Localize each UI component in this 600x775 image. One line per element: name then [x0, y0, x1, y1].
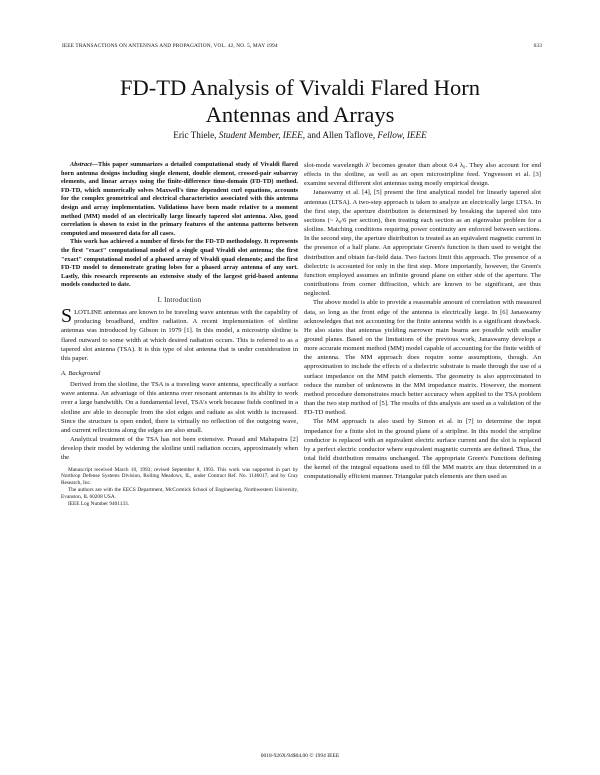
- page-number: 633: [533, 43, 542, 49]
- section-heading-introduction: I. Introduction: [157, 296, 202, 304]
- footnote-affiliation: The authors are with the EECS Department, McCormick School of Engineering, Northwestern University, Evanston, IL 60208 USA.: [61, 486, 298, 500]
- subsection-heading-background: A. Background: [61, 370, 101, 377]
- author-1-role: Student Member, IEEE,: [218, 130, 305, 140]
- footnotes: [61, 467, 298, 508]
- drop-cap: S: [61, 305, 73, 328]
- intro-paragraph-1: [61, 305, 298, 363]
- copyright-identifier: 0018-926X/94$04.00 © 1994 IEEE: [260, 753, 340, 759]
- abstract: [61, 161, 298, 290]
- intro-paragraph-1-text: LOTLINE antennas are known to be traveling wave antennas with the capability of producing broadband, endfire radiation. A recent implementation of slotline antennas was introduced by Gibson in 1979 [1]. In this model, a microstrip slotline is flared outward to some width at which desired radiation occurs. This is referred to as a tapered slot antenna (TSA). It is this type of slot antenna that is under consideration in this paper.: [61, 309, 298, 362]
- footnote-log-number: IEEE Log Number 9401133.: [68, 500, 129, 507]
- author-2: and Allen Taflove,: [307, 130, 376, 140]
- background-paragraph-1: Derived from the slotline, the TSA is a traveling wave antenna, specifically a surface wave antenna. An advantage of this antenna over resonant antennas is its ability to work over a large bandwidth. On a fundamental level, TSA's work because fields confined in a slotline are able to decouple from the slot edges and radiate as slot width is increased. Since the structure is open ended, there is virtually no reflection of the outgoing wave, and current reflections along the edges are also small.: [61, 381, 298, 434]
- right-paragraph-2: Janaswamy et al. [4], [5] present the first analytical model for linearly tapered slot antennas (LTSA). A two-step approach is taken to analyze an electrically large LTSA. In the first step, the aperture distribution is determined by breaking the tapered slot into sections (~ λ₀/6 per section), then treating each section as an eigenvalue problem for a slotline. Matching conditions requiring power continuity are enforced between sections. In the second step, the aperture distribution is treated as an equivalent magnetic current in the presence of a half plane. An appropriate Green's function is then used to weight the distribution and obtain far-field data. Two factors limit this approach. The presence of a dielectric is accounted for only in the first step. More importantly, however, the Green's function employed assumes an infinite ground plane on either side of the aperture. The contributions from corner diffraction, which are known to be significant, are thus neglected.: [304, 189, 541, 298]
- title-line-1: FD-TD Analysis of Vivaldi Flared Horn: [119, 75, 481, 100]
- title-line-2: Antennas and Arrays: [205, 102, 395, 127]
- right-column: [304, 161, 541, 481]
- left-column: [61, 161, 298, 507]
- running-header: [62, 43, 542, 49]
- right-paragraph-3: The above model is able to provide a reasonable amount of correlation with measured data, so long as the front edge of the antenna is electrically large. In [6] Janaswamy acknowledges that not accounting for the finite antenna width is a significant drawback. He also states that antennas yielding narrower main beams are possible with smaller ground planes. Based on the limitations of the previous work, Janaswamy develops a more accurate moment method (MM) model capable of accounting for the finite width of the antenna. The MM approach does require some assumptions, though. An approximation to include the effects of a dielectric substrate is made through the use of a surface impedance on the MM patch elements. The geometry is also approximated to reduce the number of unknowns in the MM impedance matrix. However, the moment method procedure demonstrates much better accuracy when applied to the TSA problem than the two step method of [5]. The results of this analysis are used as a validation of the FD-TD method.: [304, 299, 541, 417]
- author-1: Eric Thiele,: [173, 130, 217, 140]
- abstract-label: Abstract—: [70, 161, 98, 168]
- paper-title: [0, 74, 600, 128]
- journal-header: IEEE TRANSACTIONS ON ANTENNAS AND PROPAGATION, VOL. 42, NO. 5, MAY 1994: [62, 43, 278, 49]
- footnote-manuscript: Manuscript received March 10, 1993; revised September 8, 1993. This work was supported in part by Northrop Defense Systems Division, Rolling Meadows, IL, under Contract Ref. No. 1146017, and by Cray Research, Inc.: [61, 466, 298, 487]
- author-2-role: Fellow, IEEE: [377, 130, 427, 140]
- background-paragraph-2: Analytical treatment of the TSA has not been extensive. Prasad and Mahapatra [2] develop their model by widening the slotline until radiation occurs, approximately when the: [61, 436, 298, 462]
- right-paragraph-1: slot-mode wavelength λ' becomes greater than about 0.4 λ₀. They also account for end effects in the slotline, as well as an open microstripline feed. Yngvesson et al. [3] examine several different slot antennas using mostly empirical design.: [304, 162, 541, 188]
- author-line: [0, 130, 600, 140]
- abstract-paragraph-1: This paper summarizes a detailed computational study of Vivaldi flared horn antenna designs including single element, double element, crossed-pair subarray elements, and linear arrays using the finite-difference time-domain (FD-TD) method. FD-TD, which numerically solves Maxwell's time dependent curl equations, accounts for the complex geometrical and electrical characteristics associated with this antenna design and array implementation. Validations have been made relative to a moment method (MM) model of an electrically large linearly tapered slot antenna. Also, good correlation is shown to exist in the primary features of the antenna patterns between computed and measured data for all cases.: [61, 161, 298, 237]
- abstract-paragraph-2: This work has achieved a number of firsts for the FD-TD methodology. It represents the first "exact" computational model of a single quad Vivaldi slot antenna; the first "exact" computational model of a phased array of Vivaldi quad elements; and the first FD-TD model to demonstrate grating lobes for a phased array antenna of any sort. Lastly, this research represents an extensive study of the largest grid-based antenna models conducted to date.: [61, 238, 298, 289]
- right-paragraph-4: The MM approach is also used by Simon et al. in [7] to determine the input impedance for a finite slot in the ground plane of a stripline. In this model the stripline conductor is replaced with an equivalent electric surface current and the slot is replaced by a perfect electric conductor where equivalent magnetic currents are defined. Thus, the total field distribution remains unchanged. The appropriate Green's Functions defining the kernel of the integral equations used to fill the MM matrix are thus determined in a computationally efficient manner. Triangular patch elements are then used as: [304, 418, 541, 481]
